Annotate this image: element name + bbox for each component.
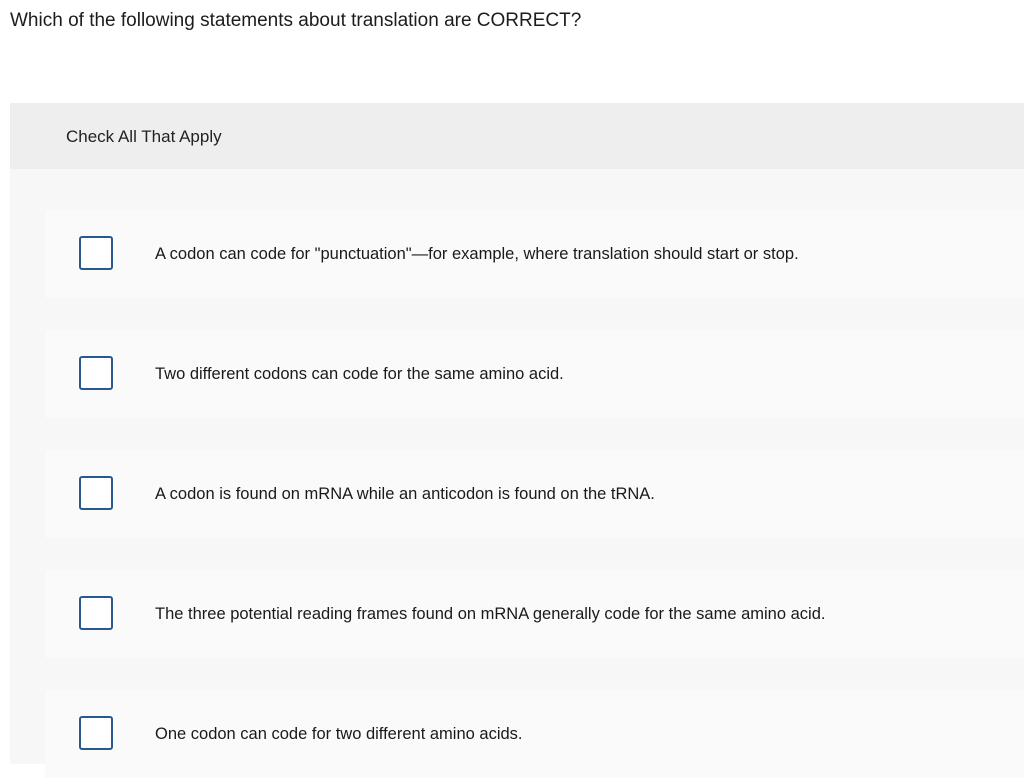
option-2[interactable]	[45, 330, 1024, 418]
instruction-header	[10, 103, 1024, 169]
option-1[interactable]	[45, 210, 1024, 298]
option-2-checkbox[interactable]	[79, 356, 113, 390]
option-5-label[interactable]: One codon can code for two different amino acids.	[155, 725, 523, 743]
instruction-text: Check All That Apply	[66, 127, 222, 146]
option-4-checkbox[interactable]	[79, 596, 113, 630]
option-3-checkbox[interactable]	[79, 476, 113, 510]
option-3[interactable]	[45, 450, 1024, 538]
option-1-label[interactable]: A codon can code for "punctuation"—for example, where translation should start or stop.	[155, 245, 799, 263]
option-3-label[interactable]: A codon is found on mRNA while an anticodon is found on the tRNA.	[155, 485, 655, 503]
option-5-checkbox[interactable]	[79, 716, 113, 750]
option-4[interactable]	[45, 570, 1024, 658]
question-text: Which of the following statements about translation are CORRECT?	[10, 10, 582, 31]
option-5[interactable]	[45, 690, 1024, 778]
option-1-checkbox[interactable]	[79, 236, 113, 270]
answer-panel	[10, 103, 1024, 764]
option-2-label[interactable]: Two different codons can code for the same amino acid.	[155, 365, 564, 383]
option-4-label[interactable]: The three potential reading frames found on mRNA generally code for the same amino acid.	[155, 605, 826, 623]
